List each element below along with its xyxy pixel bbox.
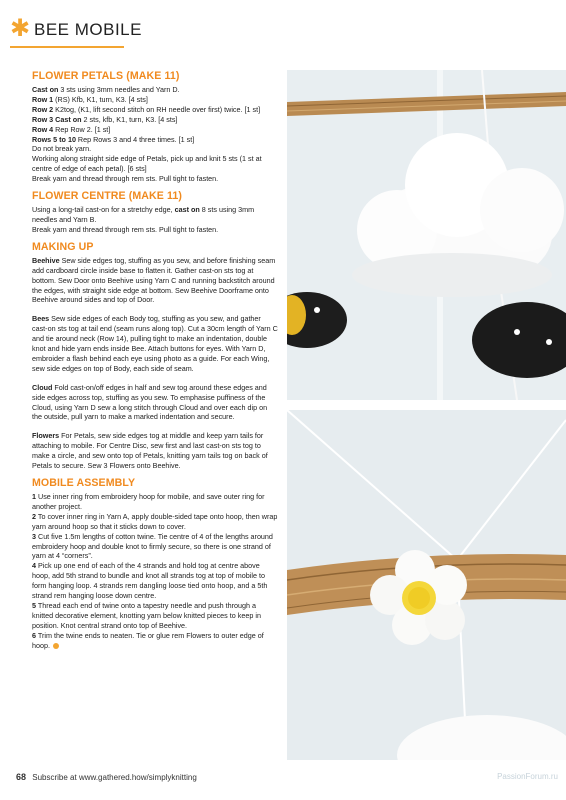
step-1: 1 Use inner ring from embroidery hoop for mobile, and save outer ring for another project.: [32, 492, 265, 511]
paragraph-bees: Bees Sew side edges of each Body tog, stuffing as you sew, and gather cast-on sts tog at tail end (seam runs along top). Cut a 30cm length of Yarn C and tie around neck (Row 14), pulling tight to make an indentation, double knot and hide yarn ends inside Bee. Attach buttons for eyes. With Yarn D, embroider a flash behind each eye using photo as a guide. For each Wing, sew side edges on top of Body, each side of seam.: [32, 314, 278, 373]
paragraph: Cast on 3 sts using 3mm needles and Yarn D.: [32, 85, 180, 94]
step-6: 6 Trim the twine ends to neaten. Tie or glue rem Flowers to outer edge of hoop.: [32, 630, 264, 650]
step-5: 5 Thread each end of twine onto a tapestry needle and push through a knitted decorative element, knotting yarn below knitted pieces to keep in position. Knot central strand onto top of Beehive.: [32, 600, 261, 630]
paragraph-beehive: Beehive Sew side edges tog, stuffing as you sew, and before finishing seam add cardboard circle inside base to flatten it. Gather cast-on sts tog at bottom. Sew Door onto Beehive using Yarn C and running backstitch around the edges, with straight side edge at bottom. Sew Beehive Doorframe onto Beehive around sides and top of Door.: [32, 255, 276, 305]
step-4: 4 Pick up one end of each of the 4 strands and hold tog at centre above hoop, add 5th strand to bundle and knot all strands tog at top of mobile to form hanging loop. 4 strands rem dangling loose tied onto hoop, and a 5th strand rem hanging loose down centre.: [32, 561, 268, 601]
step-3: 3 Cut five 1.5m lengths of cotton twine. Tie centre of 4 of the lengths around embroidery hoop and double knot to firmly secure, so there is one strand of yarn at 4 “corners”.: [32, 531, 273, 561]
asterisk-icon: ✱: [10, 14, 31, 42]
cloud-and-bees-photo: [287, 70, 566, 400]
heading-flower-centre: FLOWER CENTRE (MAKE 11): [32, 190, 183, 203]
page-footer: [16, 772, 197, 782]
paragraph: Row 3 Cast on 2 sts, kfb, K1, turn, K3. [4 sts]: [32, 114, 178, 124]
cloud-and-bees-illustration: [287, 70, 566, 400]
paragraph: Break yarn and thread through rem sts. Pull tight to fasten.: [32, 174, 219, 184]
paragraph: Using a long-tail cast-on for a stretchy edge, cast on 8 sts using 3mm needles and Yarn B.: [32, 205, 255, 224]
daisy-flower-on-hoop-photo: [287, 410, 566, 760]
paragraph-flowers: Flowers For Petals, sew side edges tog at middle and keep yarn tails for attaching to mobile. For Centre Disc, sew first and last cast-on sts tog to make a circle, and sew onto top of Petals, knitting yarn tails tog on back of Petals to secure. Sew 3 Flowers onto Beehive.: [32, 431, 268, 471]
end-mark-icon: [53, 643, 59, 649]
section-title: BEE MOBILE: [34, 20, 142, 39]
paragraph: Rows 5 to 10 Rep Rows 3 and 4 three times. [1 st]: [32, 134, 195, 144]
paragraph: Row 2 K2tog, (K1, lift second stitch on RH needle over first) twice. [1 st]: [32, 104, 261, 114]
paragraph: Do not break yarn.: [32, 144, 92, 154]
daisy-illustration: [287, 410, 566, 760]
heading-mobile-assembly: MOBILE ASSEMBLY: [32, 477, 136, 489]
heading-making-up: MAKING UP: [32, 240, 94, 253]
step-2: 2 To cover inner ring in Yarn A, apply double-sided tape onto hoop, then wrap yarn around hoop so that it sticks down to cover.: [32, 511, 278, 531]
watermark: PassionForum.ru: [497, 772, 558, 781]
subscribe-text: Subscribe at www.gathered.how/simplyknitting: [32, 773, 197, 782]
pattern-text-column: [32, 70, 278, 651]
paragraph: Break yarn and thread through rem sts. Pull tight to fasten.: [32, 224, 219, 234]
paragraph: Working along straight side edge of Petals, pick up and knit 5 sts (1 st at centre of edge of each petal). [6 sts]: [32, 154, 262, 174]
page-header: [0, 10, 566, 50]
page-number: 68: [16, 772, 27, 782]
header-rule: [10, 46, 124, 48]
paragraph-cloud: Cloud Fold cast-on/off edges in half and sew tog around these edges and side edges across top, stuffing as you sew. To emphasise puffiness of the Cloud, using Yarn D sew a long stitch through Cloud and over each dip on the outside, pull yarn to make a marked indentation and secure.: [32, 382, 268, 422]
paragraph: Row 1 (RS) Kfb, K1, turn, K3. [4 sts]: [32, 94, 148, 104]
heading-flower-petals: FLOWER PETALS (MAKE 11): [32, 70, 180, 82]
paragraph: Row 4 Rep Row 2. [1 st]: [32, 124, 111, 134]
